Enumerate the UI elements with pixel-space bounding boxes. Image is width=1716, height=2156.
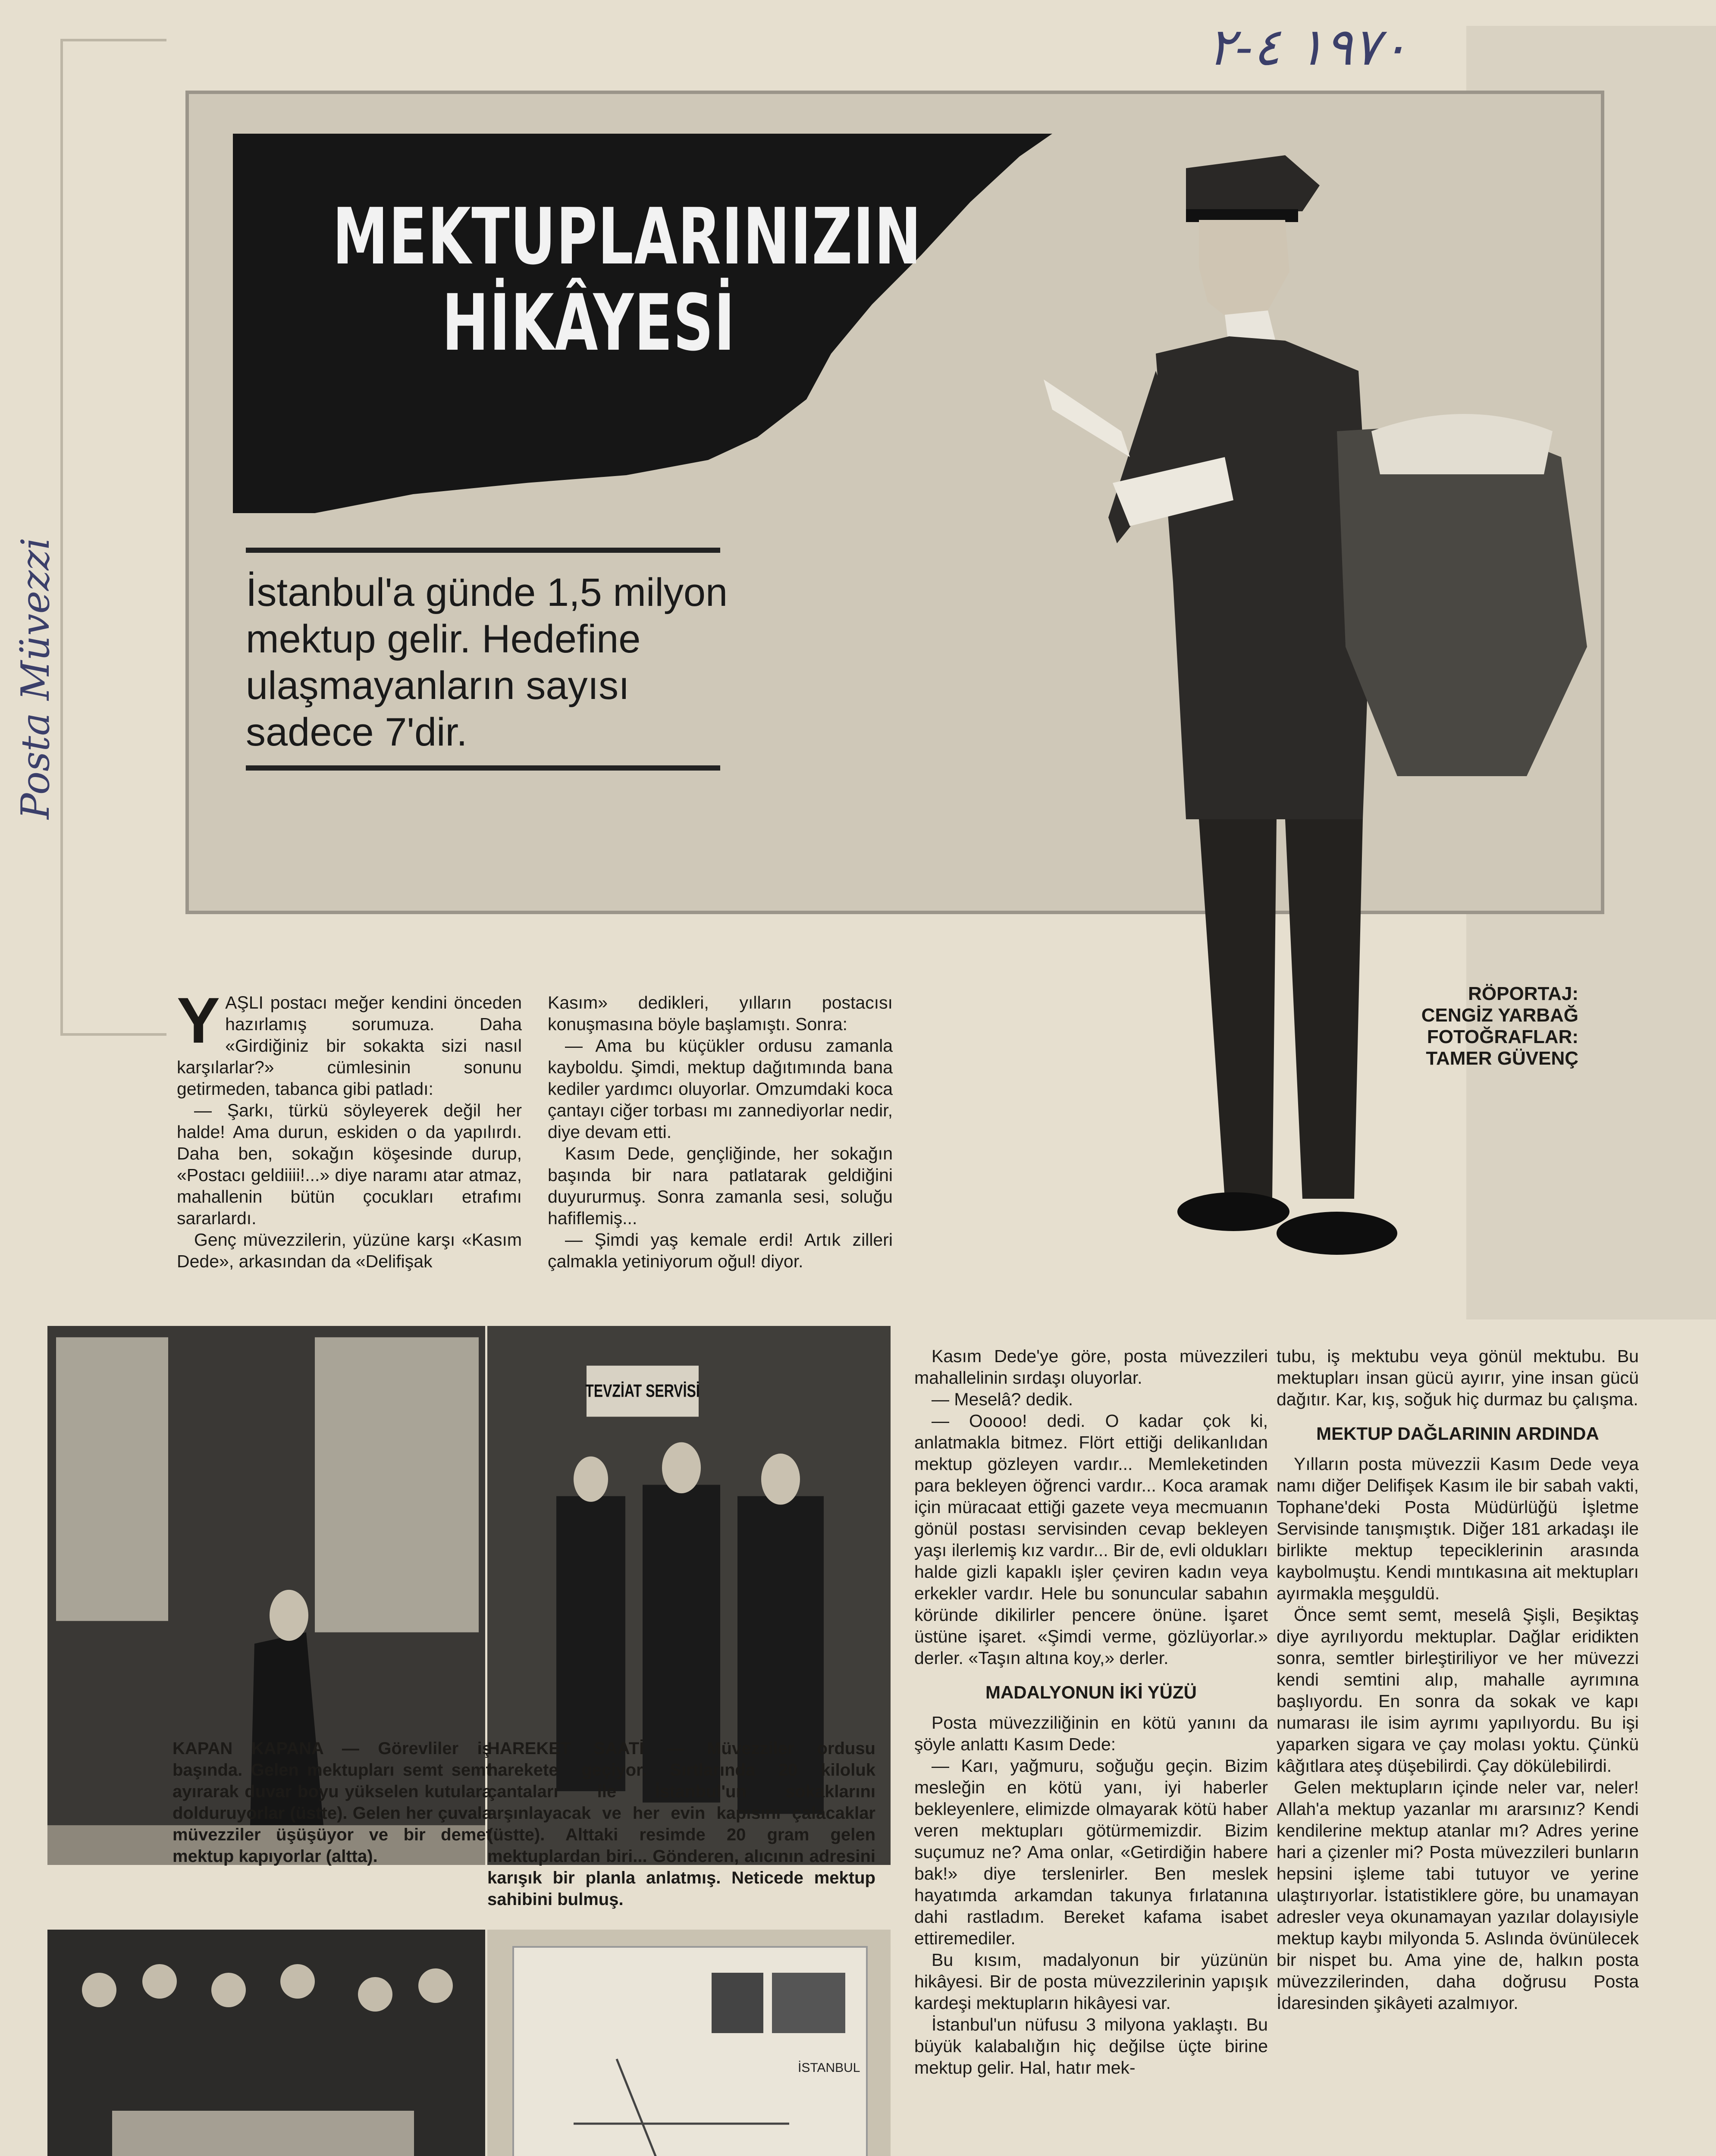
paragraph: İstanbul'un nüfusu 3 milyona yaklaştı. Bu büyük kalabalığın hiç değilse üçte birine mektup gelir. Hal, hatır mek- (914, 2015, 1268, 2078)
paragraph: Gelen mektupların içinde neler var, neler! Allah'a mektup yazanlar mı ararsınız? Kendi kendilerine mektup atanlar mı? Adres yerine hari a çizenler mi? Posta müvezzileri bunların hepsini işleme tabi tutuyor ve yerine ulaştırıyorlar. İstatistiklere göre, bu unamayan adresler veya okunamayan yazılar dolayısiyle mektup kaybı milyonda 5. Aslında övünülecek bir nispet bu. Ama yine de, halkın posta müvezzilerinden, daha doğrusu Posta İdaresinden şikâyeti azalmıyor. (1277, 1777, 1639, 2013)
section-heading: MADALYONUN İKİ YÜZÜ (985, 1682, 1197, 1702)
photo-name: TAMER GÜVENÇ (1426, 1048, 1578, 1069)
paragraph: — Şarkı, türkü söyleyerek değil her halde! Ama durun, eskiden o da yapılırdı. Daha ben, sokağın köşesinde durup, «Postacı geldiiii!...» diye naramı atar atmaz, mahallenin bütün çocukları etrafımı sararlardı. (177, 1100, 522, 1228)
handwritten-date-note: ١٩٧٠ ٤-٢ (1208, 17, 1409, 77)
photo-label: FOTOĞRAFLAR: (1427, 1026, 1578, 1047)
paragraph: Genç müvezzilerin, yüzüne karşı «Kasım Dede», arkasından da «Delifişak (177, 1230, 522, 1271)
credits (1337, 983, 1578, 1069)
subtitle-rule-top (246, 548, 720, 553)
caption-title: HAREKET SAATİ — (487, 1739, 684, 1758)
paragraph: Önce semt semt, meselâ Şişli, Beşiktaş diye ayrılıyordu mektuplar. Dağlar eridikten sonra, semtler birleştiriliyor ve her müvezzi kendi semtini alıp, mahalle ayrımına başlıyordu. En sonra da sokak ve kapı numarası ile isim ayrımı yapılıyordu. Bu işi yaparken sigara ve çay molası yoktu. Çünkü kâğıtlara ateş düşebilirdi. Çay dökülebilirdi. (1277, 1605, 1639, 1776)
paragraph: Kasım Dede, gençliğinde, her sokağın başında bir nara patlatarak geldiğini duyururmuş. Sonra zamanla sesi, soluğu hafiflemiş... (548, 1144, 893, 1228)
paragraph: — Şimdi yaş kemale erdi! Artık zilleri çalmakla yetiniyorum oğul! diyor. (548, 1230, 893, 1271)
title-line-1: MEKTUPLARINIZIN (333, 192, 922, 282)
intro-column-2 (548, 992, 893, 1272)
article-title (333, 192, 922, 368)
paragraph: — Ooooo! dedi. O kadar çok ki, anlatmakla bitmez. Flört ettiği delikanlıdan mektup gözleyen vardır... Memleketinden para bekleyen öğrenci vardır... Koca aramak için müracaat ettiği gazete veya mecmuanın gönül postası servisinden cevap bekleyen yaşı ilerlemiş kız vardır... Bir de, evli oldukları halde gizli kapaklı işler çeviren kadın veya erkekler vardır. Hele bu sonuncular sabahın köründe dikilirler pencere önüne. İşaret üstüne işaret. «Şimdi verme, gözlüyorlar.» derler. «Taşın altına koy,» derler. (914, 1411, 1268, 1668)
paragraph: Yılların posta müvezzii Kasım Dede veya namı diğer Delifişek Kasım ile bir sabah vakti, Tophane'deki Posta Müdürlüğü İşletme Servisinde tanışmıştık. Diğer 181 arkadaşı ile birlikte mektup tepeciklerinin arasında kaybolmuştu. Kendi mıntıkasına ait mektupları ayırmakla meşguldü. (1277, 1454, 1639, 1603)
handwritten-side-note: Posta Müvezzi (13, 537, 58, 819)
intro-column-1 (177, 984, 522, 1272)
drop-cap: Y (177, 984, 220, 1056)
paragraph: AŞLI postacı meğer kendini önceden hazırlamış sorumuza. Daha «Girdiğiniz bir sokakta sizi nasıl karşılarlar?» cümlesinin sonunu getirmeden, tabanca gibi patladı: (177, 993, 522, 1099)
mail-sacks-photo (47, 1930, 485, 2156)
interview-name: CENGİZ YARBAĞ (1421, 1005, 1578, 1026)
caption-text: Görevliler iş başında. Gelen mektupları semt semt ayırarak duvar boyu yükselen kutulara dolduruyorlar (üstte). Gelen her çuvala müvezziler üşüşüyor ve bir demet mektup kapıyorlar (altta). (173, 1739, 492, 1866)
paragraph: — Meselâ? dedik. (932, 1389, 1073, 1409)
tevziat-sign: TEVZİAT SERVİSİ (585, 1380, 700, 1401)
caption-2 (487, 1738, 875, 1910)
body-column-4 (1277, 1345, 1639, 2014)
adjacent-page-frame (60, 39, 166, 1036)
paragraph: — Karı, yağmuru, soğuğu geçin. Bizim mesleğin en kötü yanı, iyi haberler bekleyenlere, elimizde olmayarak kötü haber veren mektupları götürmemizdir. Bizim suçumuz ne? Ama onlar, «Getirdiğin habere bak!» diye terslenirler. Ben meslek hayatımda arkamdan takunya fırlatanına dahi rastladım. Bereket kafama isabet ettiremediler. (914, 1756, 1268, 1948)
article-subtitle: İstanbul'a günde 1,5 milyon mektup gelir. Hedefine ulaşmayanların sayısı sadece 7'dir. (246, 570, 728, 754)
caption-text: Müvezziler ordusu harekete geçiyor. Sırtlarında 20 kiloluk çantaları ile İstanbul'un sokaklarını arşınlayacak ve her evin kapısını çalacaklar (üstte). Alttaki resimde 20 gram gelen mektuplardan biri... Gönderen, alıcının adresini karışık bir planla anlatmış. Neticede mektup sahibini bulmuş. (487, 1739, 875, 1909)
envelope-city: İSTANBUL (798, 2061, 860, 2075)
title-line-2: HİKÂYESİ (442, 278, 736, 368)
paragraph: tubu, iş mektubu veya gönül mektubu. Bu mektupları insan gücü ayırır, yine insan gücü dağıtır. Kar, kış, soğuk hiç durmaz bu çalışma. (1277, 1346, 1639, 1409)
caption-1 (173, 1738, 492, 1867)
section-heading: MEKTUP DAĞLARININ ARDINDA (1316, 1423, 1599, 1444)
subtitle-rule-bottom (246, 765, 720, 771)
postman-photo (1044, 129, 1647, 1294)
paragraph: Kasım» dedikleri, yılların postacısı konuşmasına böyle başlamıştı. Sonra: (548, 993, 893, 1034)
paragraph: Bu kısım, madalyonun bir yüzünün hikâyesi. Bir de posta müvezzilerinin yapışık kardeşi mektupların hikâyesi var. (914, 1950, 1268, 2013)
paragraph: Kasım Dede'ye göre, posta müvezzileri mahallelinin sırdaşı oluyorlar. (914, 1346, 1268, 1388)
envelope-map-photo (487, 1930, 891, 2156)
interview-label: RÖPORTAJ: (1468, 983, 1578, 1004)
paragraph: Posta müvezziliğinin en kötü yanını da şöyle anlattı Kasım Dede: (914, 1713, 1268, 1754)
caption-title: KAPAN KAPANA — (173, 1739, 359, 1758)
body-column-3 (914, 1345, 1268, 2078)
paragraph: — Ama bu küçükler ordusu zamanla kayboldu. Şimdi, mektup dağıtımında bana kediler yardımcı oluyorlar. Omzumdaki koca çantayı ciğer torbası mı zannediyorlar nedir, diye devam etti. (548, 1036, 893, 1142)
